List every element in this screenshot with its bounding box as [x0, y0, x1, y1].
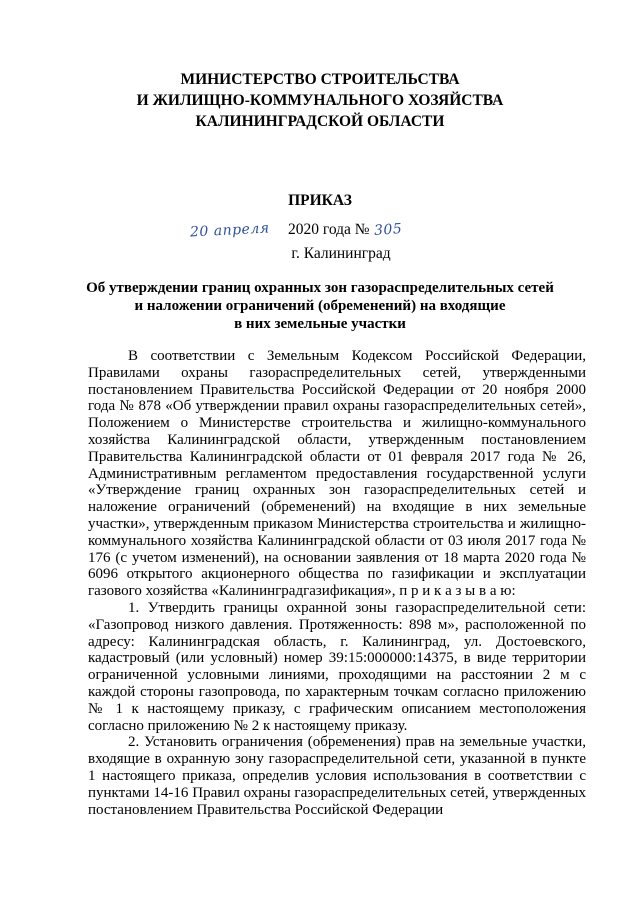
- order-date-line: [190, 221, 402, 239]
- order-subject: [70, 279, 570, 333]
- subject-line-2: и наложении ограничений (обременений) на входящие: [134, 298, 506, 314]
- clause-2-paragraph: 2. Установить ограничения (обременения) прав на земельные участки, входящие в охранную зону газораспределительной сети, указанной в пункте 1 настоящего приказа, определив условия использования в соответствии с пунктами 14-16 Правил охраны газораспределительных сетей, утвержденных постановлением Правительства Российской Федерации: [88, 734, 586, 818]
- preamble-paragraph: В соответствии с Земельным Кодексом Российской Федерации, Правилами охраны газораспределительных сетей, утвержденными постановлением Правительства Российской Федерации от 20 ноября 2000 года № 878 «Об утверждении правил охраны газораспределительных сетей», Положением о Министерстве строительства и жилищно-коммунального хозяйства Калининградской области, утвержденным постановлением Правительства Калининградской области от 01 февраля 2017 года № 26, Административным регламентом предоставления государственной услуги «Утверждение границ охранных зон газораспределительных сетей и наложение ограничений (обременений) на входящие в них земельные участки», утвержденным приказом Министерства строительства и жилищно-коммунального хозяйства Калининградской области от 03 июля 2017 года № 176 (с учетом изменений), на основании заявления от 18 марта 2020 года № 6096 открытого акционерного общества по газификации и эксплуатации газового хозяйства «Калининградгазификация», п р и к а з ы в а ю:: [88, 348, 586, 600]
- order-body: [88, 348, 586, 818]
- order-city: г. Калининград: [291, 245, 391, 262]
- ministry-line-2: И ЖИЛИЩНО-КОММУНАЛЬНОГО ХОЗЯЙСТВА: [136, 92, 504, 109]
- clause-1-paragraph: 1. Утвердить границы охранной зоны газораспределительной сети: «Газопровод низкого давления. Протяженность: 898 м», расположенной по адресу: Калининградская область, г. Калининград, ул. Достоевского, кадастровый (или условный) номер 39:15:000000:14375, в виде территории ограниченной условными линиями, проходящими на расстоянии 2 м с каждой стороны газопровода, по характерным точкам согласно приложению № 1 к настоящему приказу, с графическим описанием местоположения согласно приложению № 2 к настоящему приказу.: [88, 599, 586, 734]
- printed-year: 2020 года №: [288, 221, 370, 238]
- handwritten-order-number: 305: [373, 221, 403, 239]
- subject-line-3: в них земельные участки: [234, 316, 406, 332]
- handwritten-date: 20 апреля: [189, 220, 270, 241]
- ministry-header: [60, 69, 580, 132]
- order-title: ПРИКАЗ: [288, 192, 352, 209]
- ministry-line-3: КАЛИНИНГРАДСКОЙ ОБЛАСТИ: [195, 113, 445, 130]
- subject-line-1: Об утверждении границ охранных зон газораспределительных сетей: [86, 280, 554, 296]
- ministry-line-1: МИНИСТЕРСТВО СТРОИТЕЛЬСТВА: [180, 71, 460, 88]
